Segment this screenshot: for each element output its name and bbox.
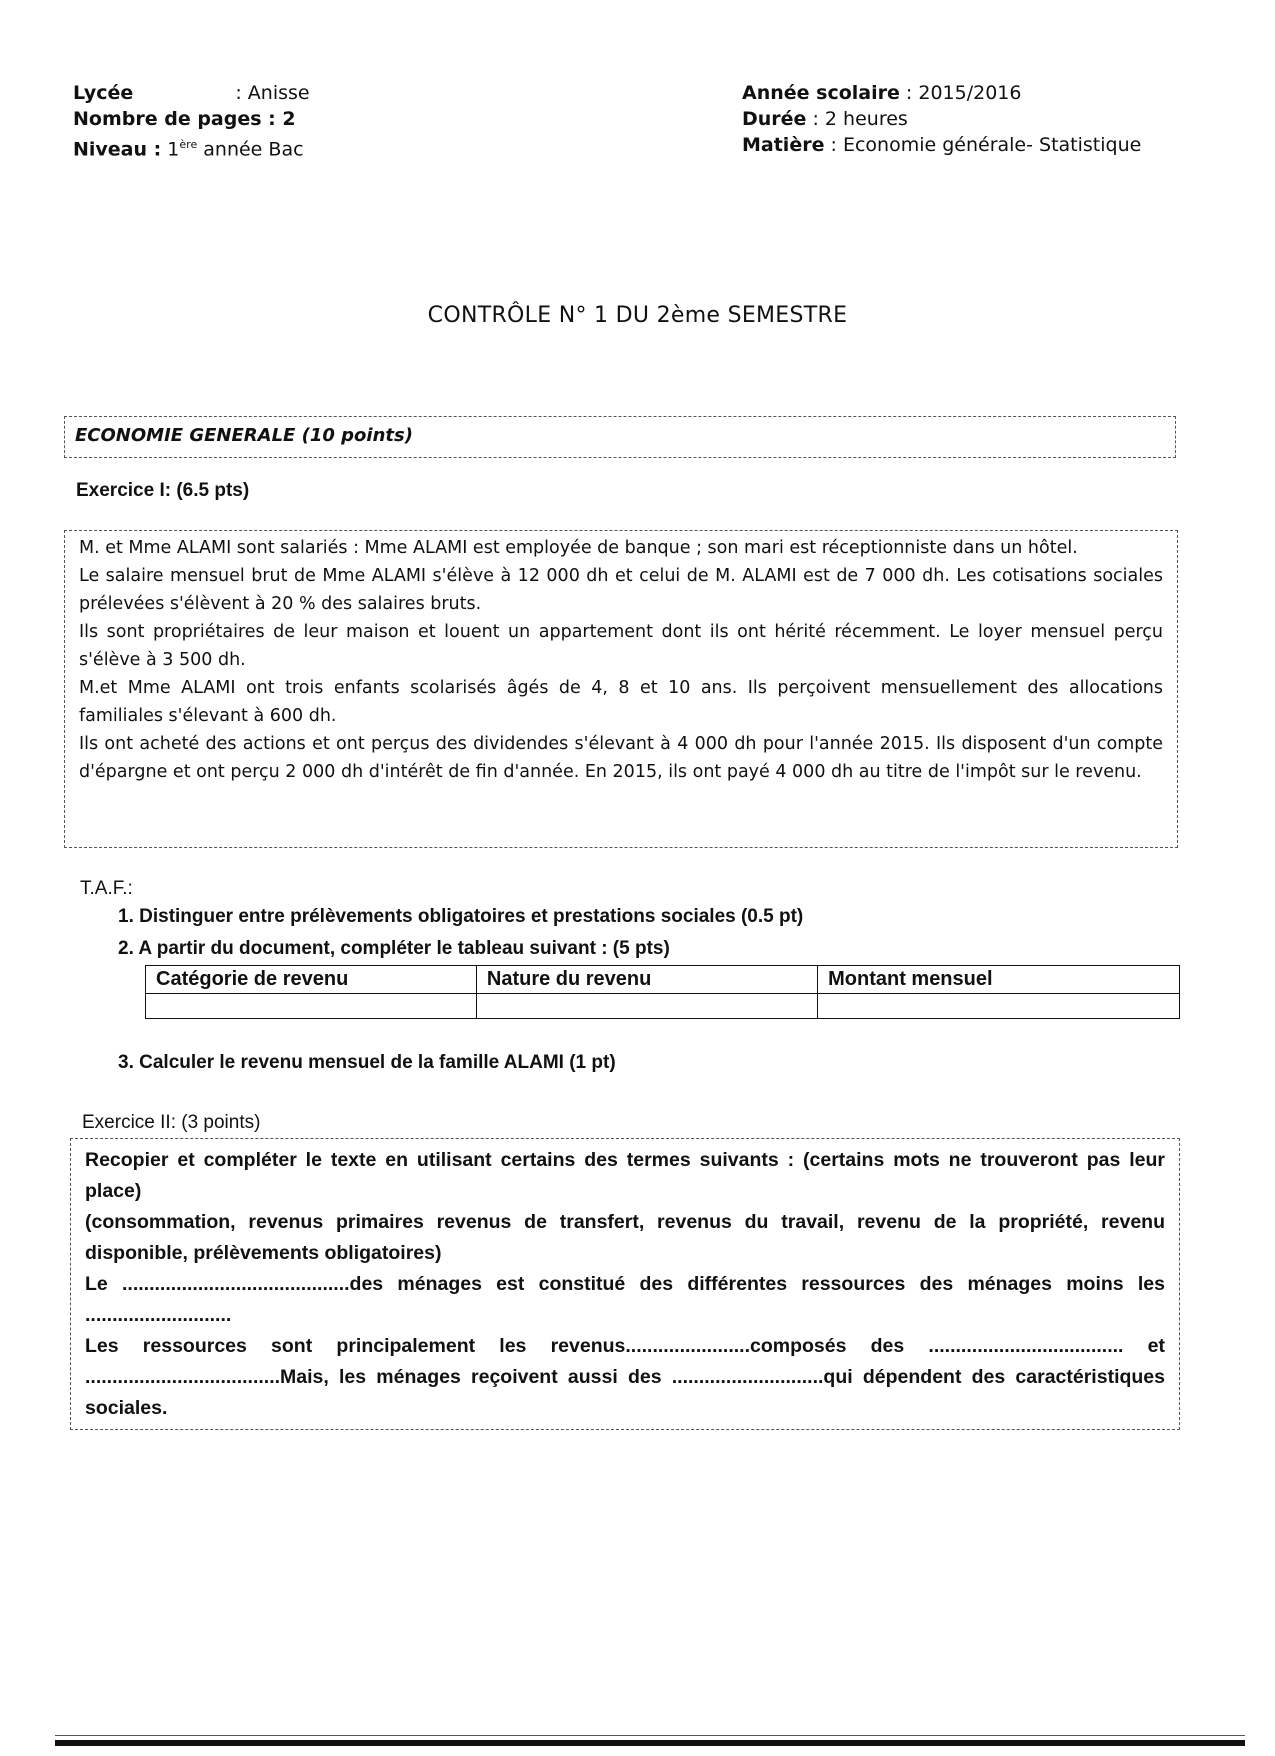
table-header-row [146, 966, 1180, 994]
lycee-value: : Anisse [235, 82, 310, 104]
table-cell[interactable] [818, 994, 1180, 1019]
exercise1-paragraph: M.et Mme ALAMI ont trois enfants scolarisés âgés de 4, 8 et 10 ans. Ils perçoivent mensuellement des allocations familiales s'élevant à 600 dh. [79, 678, 1163, 726]
exercise1-paragraph: M. et Mme ALAMI sont salariés : Mme ALAMI est employée de banque ; son mari est réceptionniste dans un hôtel. [79, 538, 1078, 558]
exercise2-line: Recopier et compléter le texte en utilisant certains des termes suivants : (certains mots ne trouveront pas leur place) [85, 1149, 1165, 1202]
duree-line [742, 106, 1141, 132]
section-heading: ECONOMIE GENERALE (10 points) [75, 425, 413, 446]
header-left [73, 80, 310, 162]
annee-label: Année scolaire [742, 82, 900, 104]
duree-value: : 2 heures [806, 108, 908, 130]
annee-value: : 2015/2016 [899, 82, 1022, 104]
table-cell[interactable] [476, 994, 817, 1019]
exercise2-title: Exercice II: (3 points) [82, 1112, 261, 1133]
matiere-line [742, 132, 1141, 158]
table-cell[interactable] [146, 994, 477, 1019]
table-header-cell: Nature du revenu [476, 966, 817, 994]
question-1: 1. Distinguer entre prélèvements obligatoires et prestations sociales (0.5 pt) [118, 906, 804, 927]
pages-line [73, 106, 310, 132]
exercise2-text-box [70, 1138, 1180, 1430]
question-3: 3. Calculer le revenu mensuel de la famille ALAMI (1 pt) [118, 1052, 616, 1073]
lycee-label: Lycée [73, 82, 134, 104]
lycee-line [73, 80, 310, 106]
niveau-label: Niveau : [73, 138, 162, 161]
bottom-divider [55, 1740, 1245, 1746]
pages-label: Nombre de pages : 2 [73, 108, 296, 130]
exercise1-paragraph: Le salaire mensuel brut de Mme ALAMI s'élève à 12 000 dh et celui de M. ALAMI est de 7 000 dh. Les cotisations sociales prélevées s'élèvent à 20 % des salaires bruts. [79, 566, 1163, 614]
bottom-divider-thin [55, 1735, 1245, 1736]
annee-line [742, 80, 1141, 106]
table-header-cell: Montant mensuel [818, 966, 1180, 994]
exercise1-title: Exercice I: (6.5 pts) [76, 480, 250, 501]
duree-label: Durée [742, 108, 807, 130]
table-header-cell: Catégorie de revenu [146, 966, 477, 994]
header-right [742, 80, 1141, 158]
revenue-table [145, 965, 1180, 1019]
exercise2-line: Les ressources sont principalement les revenus.......................composés des .................................... et ....................................Mais, les ménages reçoivent aussi des ............................qui dépendent des caractéristiques sociales. [85, 1335, 1165, 1419]
niveau-line [73, 132, 310, 162]
niveau-rest: année Bac [197, 138, 304, 161]
niveau-sup: ère [179, 138, 198, 151]
exercise1-text-box [64, 530, 1178, 848]
table-row [146, 994, 1180, 1019]
question-2: 2. A partir du document, compléter le tableau suivant : (5 pts) [118, 938, 670, 959]
exercise2-line: (consommation, revenus primaires revenus de transfert, revenus du travail, revenu de la propriété, revenu disponible, prélèvements obligatoires) [85, 1211, 1165, 1264]
matiere-label: Matière [742, 134, 825, 156]
niveau-num: 1 [167, 138, 180, 161]
exercise1-paragraph: Ils ont acheté des actions et ont perçus des dividendes s'élevant à 4 000 dh pour l'année 2015. Ils disposent d'un compte d'épargne et ont perçu 2 000 dh d'intérêt de fin d'année. En 2015, ils ont payé 4 000 dh au titre de l'impôt sur le revenu. [79, 734, 1163, 782]
section-heading-box [64, 416, 1176, 458]
matiere-value: : Economie générale- Statistique [824, 134, 1142, 156]
taf-label: T.A.F.: [80, 878, 133, 899]
page-title: CONTRÔLE N° 1 DU 2ème SEMESTRE [427, 303, 848, 328]
exercise1-paragraph: Ils sont propriétaires de leur maison et louent un appartement dont ils ont hérité récemment. Le loyer mensuel perçu s'élève à 3 500 dh. [79, 622, 1163, 670]
exercise2-line: Le ..........................................des ménages est constitué des différentes ressources des ménages moins les ........................... [85, 1273, 1165, 1326]
